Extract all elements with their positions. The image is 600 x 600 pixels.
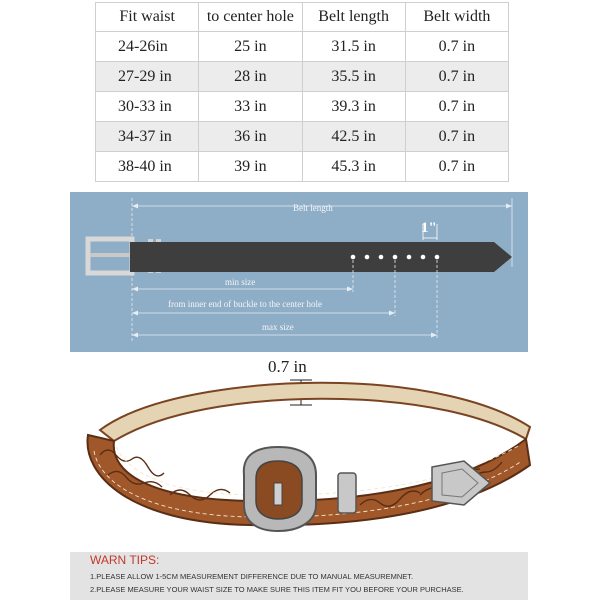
- arrow-head-right: [431, 333, 437, 338]
- header-to-center-hole: to center hole: [199, 3, 302, 32]
- belt-strap: [130, 242, 512, 272]
- arrow-head-right: [347, 287, 353, 292]
- belt-hole: [435, 255, 440, 260]
- cell-belt-width: 0.7 in: [405, 62, 508, 92]
- cell-belt-length: 31.5 in: [302, 32, 405, 62]
- header-fit-waist: Fit waist: [96, 3, 199, 32]
- arrow-head-left: [132, 204, 138, 209]
- size-table-header-row: [96, 3, 509, 32]
- arrow-head-right: [506, 204, 512, 209]
- cell-fit-waist: 34-37 in: [96, 122, 199, 152]
- cell-center-hole: 28 in: [199, 62, 302, 92]
- measurement-diagram: [70, 192, 528, 352]
- belt-hole: [379, 255, 384, 260]
- size-table: [95, 2, 509, 182]
- cell-belt-length: 39.3 in: [302, 92, 405, 122]
- cell-belt-length: 35.5 in: [302, 62, 405, 92]
- cell-belt-width: 0.7 in: [405, 32, 508, 62]
- warn-tip-2: 2.PLEASE MEASURE YOUR WAIST SIZE TO MAKE SURE THIS ITEM FIT YOU BEFORE YOUR PURCHASE.: [90, 585, 464, 594]
- cell-center-hole: 36 in: [199, 122, 302, 152]
- center-hole-label: from inner end of buckle to the center hole: [168, 299, 322, 309]
- belt-lining: [100, 383, 530, 441]
- cell-center-hole: 39 in: [199, 152, 302, 182]
- belt-photo: [60, 355, 550, 550]
- arrow-head-left: [132, 287, 138, 292]
- belt-width-label: 0.7 in: [268, 357, 307, 376]
- table-row: [96, 122, 509, 152]
- table-row: [96, 62, 509, 92]
- belt-hole: [407, 255, 412, 260]
- min-size-label: min size: [225, 277, 256, 287]
- buckle-prong: [274, 483, 282, 505]
- warn-tip-1: 1.PLEASE ALLOW 1-5CM MEASUREMENT DIFFERENCE DUE TO MANUAL MEASUREMNET.: [90, 572, 414, 581]
- header-belt-length: Belt length: [302, 3, 405, 32]
- buckle-prong: [90, 253, 130, 257]
- diagram-drawing: [70, 192, 528, 352]
- cell-center-hole: 33 in: [199, 92, 302, 122]
- cell-fit-waist: 38-40 in: [96, 152, 199, 182]
- cell-fit-waist: 27-29 in: [96, 62, 199, 92]
- warn-tips-box: [70, 552, 528, 600]
- cell-center-hole: 25 in: [199, 32, 302, 62]
- cell-belt-width: 0.7 in: [405, 92, 508, 122]
- cell-fit-waist: 30-33 in: [96, 92, 199, 122]
- belt-hole: [365, 255, 370, 260]
- max-size-label: max size: [262, 322, 294, 332]
- table-row: [96, 92, 509, 122]
- inch-label: 1": [421, 220, 437, 236]
- arrow-head-left: [132, 333, 138, 338]
- cell-belt-width: 0.7 in: [405, 122, 508, 152]
- belt-length-label: Belt length: [293, 203, 333, 213]
- table-row: [96, 32, 509, 62]
- cell-belt-width: 0.7 in: [405, 152, 508, 182]
- arrow-head-left: [132, 311, 138, 316]
- belt-hole: [421, 255, 426, 260]
- belt-hole: [351, 255, 356, 260]
- arrow-head-right: [389, 311, 395, 316]
- cell-belt-length: 45.3 in: [302, 152, 405, 182]
- header-belt-width: Belt width: [405, 3, 508, 32]
- belt-hole: [393, 255, 398, 260]
- cell-fit-waist: 24-26in: [96, 32, 199, 62]
- belt-keeper: [338, 473, 356, 513]
- cell-belt-length: 42.5 in: [302, 122, 405, 152]
- warn-tips-title: WARN TIPS:: [90, 553, 160, 567]
- table-row: [96, 152, 509, 182]
